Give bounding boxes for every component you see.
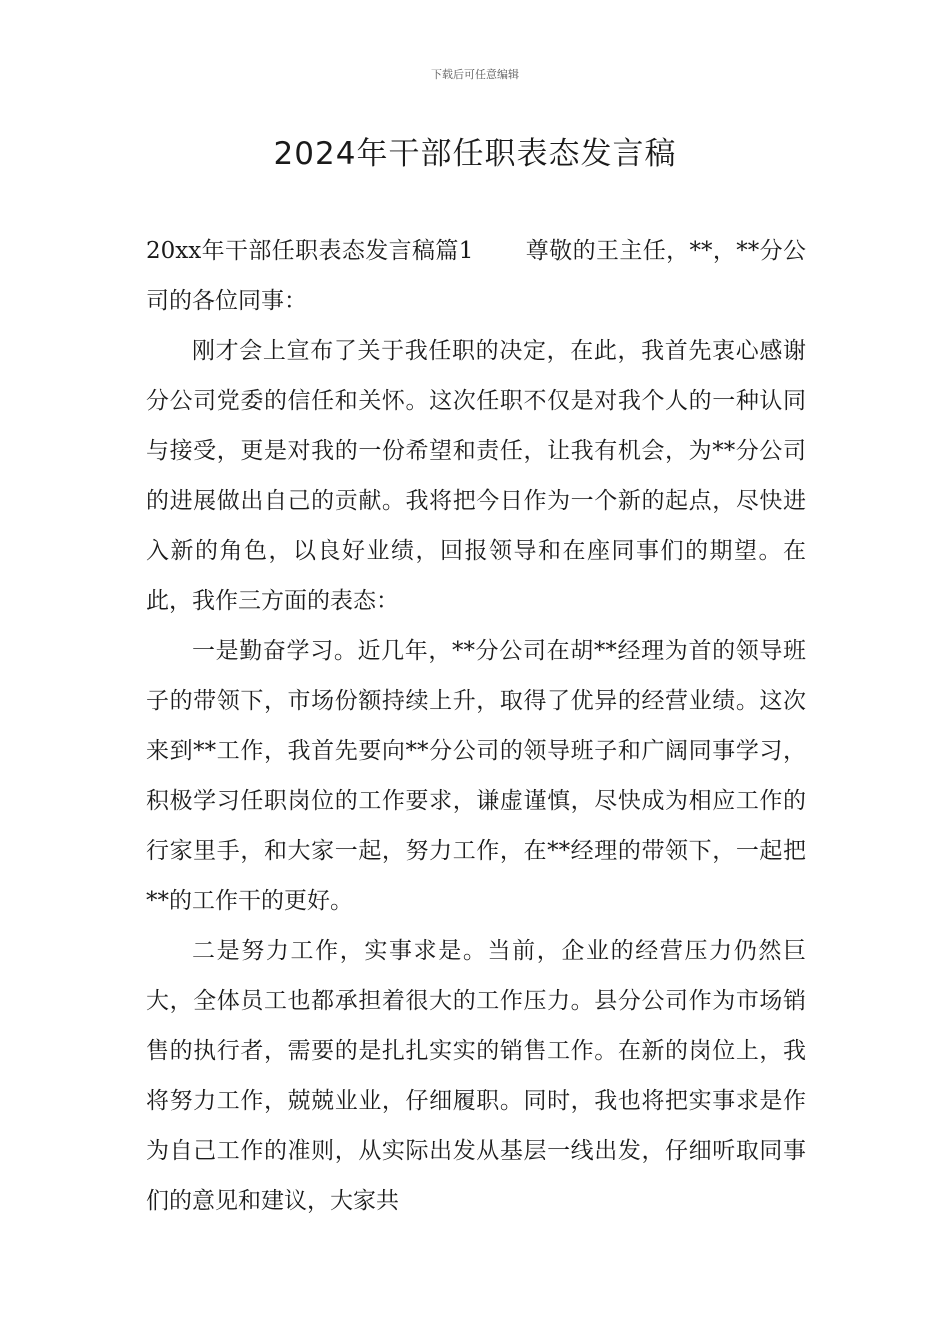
document-title: 2024年干部任职表态发言稿 bbox=[273, 136, 677, 172]
intro-line bbox=[146, 226, 806, 326]
document-body bbox=[146, 226, 806, 1226]
intro-salutation: 尊敬的王主任，**，**分公司的各位同事： bbox=[146, 238, 807, 314]
paragraph-1: 刚才会上宣布了关于我任职的决定，在此，我首先衷心感谢分公司党委的信任和关怀。这次任职不仅是对我个人的一种认同与接受，更是对我的一份希望和责任，让我有机会，为**分公司的进展做出自己的贡献。我将把今日作为一个新的起点，尽快进入新的角色，以良好业绩，回报领导和在座同事们的期望。在此，我作三方面的表态： bbox=[146, 338, 806, 614]
paragraph-3: 二是努力工作，实事求是。当前，企业的经营压力仍然巨大，全体员工也都承担着很大的工作压力。县分公司作为市场销售的执行者，需要的是扎扎实实的销售工作。在新的岗位上，我将努力工作，兢兢业业，仔细履职。同时，我也将把实事求是作为自己工作的准则，从实际出发从基层一线出发，仔细听取同事们的意见和建议，大家共 bbox=[146, 938, 806, 1214]
intro-heading: 20xx年干部任职表态发言稿篇1 bbox=[146, 238, 474, 264]
header-note: 下载后可任意编辑 bbox=[431, 68, 519, 81]
paragraph-2: 一是勤奋学习。近几年，**分公司在胡**经理为首的领导班子的带领下，市场份额持续上升，取得了优异的经营业绩。这次来到**工作，我首先要向**分公司的领导班子和广阔同事学习，积极学习任职岗位的工作要求，谦虚谨慎，尽快成为相应工作的行家里手，和大家一起，努力工作，在**经理的带领下，一起把**的工作干的更好。 bbox=[146, 638, 806, 914]
